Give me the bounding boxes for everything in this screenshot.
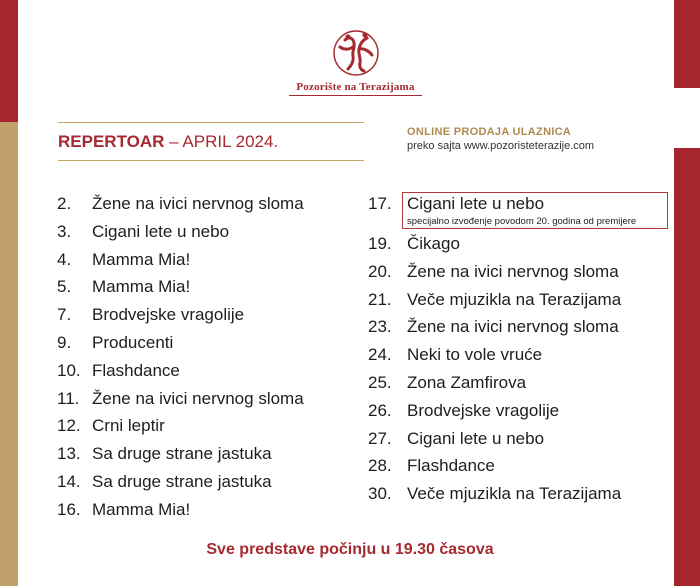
list-item-title: Čikago xyxy=(407,234,460,253)
list-item-title: Mamma Mia! xyxy=(92,277,191,297)
list-item-date: 7. xyxy=(57,305,72,325)
list-item-date: 11. xyxy=(57,388,80,408)
list-item-date: 4. xyxy=(57,249,72,269)
list-item-title: Žene na ivici nervnog sloma xyxy=(92,194,304,213)
logo-underline xyxy=(289,95,422,96)
online-sales-website: preko sajta www.pozoristeterazije.com xyxy=(407,140,595,152)
list-item-date: 16. xyxy=(57,499,81,519)
list-item-title: Žene na ivici nervnog sloma xyxy=(407,317,619,337)
list-item-date: 13. xyxy=(57,444,81,464)
list-item-title: Cigani lete u nebo xyxy=(407,428,545,448)
list-item-title: Cigani lete u nebo xyxy=(407,194,545,213)
list-item-date: 26. xyxy=(368,400,392,420)
theatre-name: Pozorište na Terazijama xyxy=(296,81,415,93)
right-red-bar-top xyxy=(674,0,700,88)
list-item-title: Sa druge strane jastuka xyxy=(92,472,272,491)
start-time-note: Sve predstave počinju u 19.30 časova xyxy=(206,541,494,558)
list-item-date: 21. xyxy=(368,289,392,309)
list-item-date: 9. xyxy=(57,333,72,352)
list-item-title: Neki to vole vruće xyxy=(407,345,543,365)
list-item-date: 10. xyxy=(57,360,81,380)
list-item-title: Producenti xyxy=(92,333,174,352)
list-item-title: Mamma Mia! xyxy=(92,499,191,519)
online-sales-heading: ONLINE PRODAJA ULAZNICA xyxy=(407,126,572,138)
repertoar-title xyxy=(58,132,278,152)
dancing-figures-logo-icon xyxy=(331,28,381,78)
repertoar-month: – APRIL 2024. xyxy=(164,132,279,151)
list-item-title: Flashdance xyxy=(92,360,180,380)
list-item-title: Mamma Mia! xyxy=(92,249,191,269)
list-item-title: Veče mjuzikla na Terazijama xyxy=(407,484,622,504)
list-item-title: Flashdance xyxy=(407,456,495,476)
left-gold-bar xyxy=(0,122,18,586)
list-item-title: Crni leptir xyxy=(92,416,165,436)
list-item-title: Cigani lete u nebo xyxy=(92,221,230,241)
list-item-title: Žene na ivici nervnog sloma xyxy=(92,388,304,408)
list-item-date: 27. xyxy=(368,428,392,448)
list-item-date: 30. xyxy=(368,484,392,504)
list-item-title: Žene na ivici nervnog sloma xyxy=(407,261,619,281)
list-item-date: 24. xyxy=(368,345,392,365)
theatre-logo xyxy=(283,28,428,96)
repertoar-label: REPERTOAR xyxy=(58,132,165,151)
list-item-date: 20. xyxy=(368,261,392,281)
special-performance-note: specijalno izvođenje povodom 20. godina od premijere xyxy=(407,216,637,227)
list-item-title: Sa druge strane jastuka xyxy=(92,444,272,464)
list-item-title: Brodvejske vragolije xyxy=(407,400,560,420)
list-item-date: 23. xyxy=(368,317,392,337)
list-item-date: 17. xyxy=(368,194,392,213)
list-item-date: 5. xyxy=(57,277,72,297)
repertoar-top-rule xyxy=(58,122,364,123)
list-item-title: Veče mjuzikla na Terazijama xyxy=(407,289,622,309)
list-item-title: Brodvejske vragolije xyxy=(92,305,245,325)
right-red-bar xyxy=(674,148,700,586)
list-item-date: 2. xyxy=(57,194,72,213)
list-item-date: 28. xyxy=(368,456,392,476)
list-item-date: 19. xyxy=(368,234,392,253)
list-item-date: 12. xyxy=(57,416,81,436)
list-item-date: 3. xyxy=(57,221,72,241)
repertoar-bottom-rule xyxy=(58,160,364,161)
list-item-date: 25. xyxy=(368,373,392,392)
list-item-title: Zona Zamfirova xyxy=(407,373,527,392)
online-sales-info xyxy=(407,125,594,153)
left-red-bar xyxy=(0,0,18,122)
list-item-date: 14. xyxy=(57,472,81,491)
